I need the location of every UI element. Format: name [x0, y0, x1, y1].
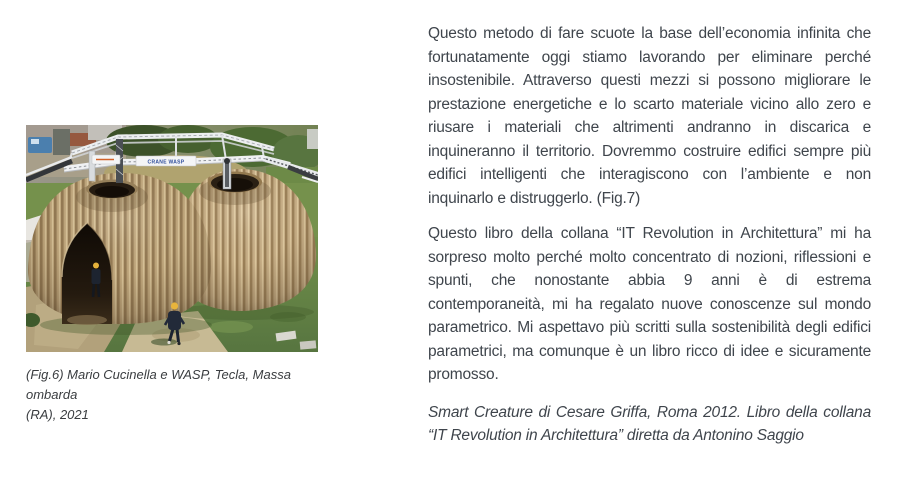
figure-caption-line2: (RA), 2021 [26, 407, 89, 422]
article-text [428, 22, 871, 448]
paragraph-book-review: Questo libro della collana “IT Revolution in Architettura” mi ha sorpreso molto perché molto concentrato di nozioni, riflessioni e spunti, che nonostante abbia 9 anni è di estrema contemporaneità, mi ha regalato nuove conoscenze sul mondo parametrico. Mi aspettavo più scritti sulla sostenibilità degli edifici parametrici, ma comunque è un libro ricco di idee e sicuramente promosso. [428, 225, 871, 383]
figure-photo [26, 125, 318, 352]
helmet-icon [93, 263, 99, 269]
helmet-icon [171, 302, 178, 309]
paragraph-method: Questo metodo di fare scuote la base dell’economia infinita che fortunatamente oggi stiamo lavorando per eliminare perché insostenibile. Attraverso questi mezzi si possono migliorare le prestazione energetiche e lo scarto materiale vicino allo zero e riusare i materiali che altrimenti andranno in discarica e inquineranno il territorio. Dovremmo costruire edifici sempre più edifici intelligenti che interagiscono con l’ambiente e non inquinarlo e distruggerlo. (Fig.7) [428, 25, 871, 207]
figure-caption [26, 365, 318, 425]
figure-caption-line1: (Fig.6) Mario Cucinella e WASP, Tecla, Massa ombarda [26, 367, 291, 402]
background-building [307, 129, 318, 149]
crane-banner-label: CRANE WASP [147, 159, 185, 166]
tecla-domes-photo [26, 125, 318, 352]
figure-6 [26, 125, 318, 425]
book-citation: Smart Creature di Cesare Griffa, Roma 2012. Libro della collana “IT Revolution in Architettura” diretta da Antonino Saggio [428, 403, 871, 444]
